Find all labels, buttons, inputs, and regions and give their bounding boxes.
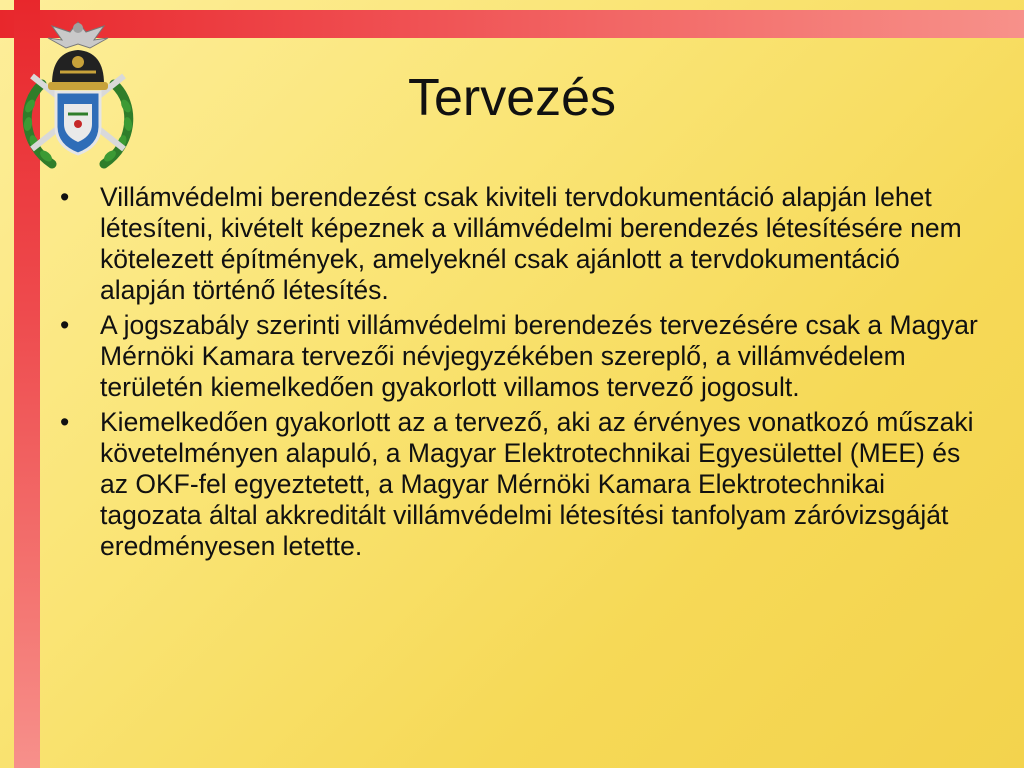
bullet-marker: • [60, 182, 70, 212]
bullet-list [60, 182, 980, 566]
bullet-item [60, 182, 980, 306]
slide-title: Tervezés [407, 69, 617, 127]
bullet-item [60, 310, 980, 403]
bullet-marker: • [60, 407, 70, 437]
bullet-text: A jogszabály szerinti villámvédelmi berendezés tervezésére csak a Magyar Mérnöki Kamara tervezői névjegyzékében szereplő, a villámvédelem területén kiemelkedően gyakorlott villamos tervező jogosult. [100, 310, 978, 402]
bullet-item [60, 407, 980, 562]
bullet-text: Villámvédelmi berendezést csak kiviteli tervdokumentáció alapján lehet létesíteni, kivételt képeznek a villámvédelmi berendezés létesítésére nem kötelezett építmények, amelyeknél csak ajánlott a tervdokumentáció alapján történő létesítés. [100, 182, 962, 305]
bullet-marker: • [60, 310, 70, 340]
bullet-text: Kiemelkedően gyakorlott az a tervező, aki az érvényes vonatkozó műszaki követelményen alapuló, a Magyar Elektrotechnikai Egyesülettel (MEE) és az OKF-fel egyeztetett, a Magyar Mérnöki Kamara Elektrotechnikai tagozata által akkreditált villámvédelmi létesítési tanfolyam záróvizsgáját eredményesen letette. [100, 407, 974, 561]
frame-top-stripe [0, 10, 1024, 38]
